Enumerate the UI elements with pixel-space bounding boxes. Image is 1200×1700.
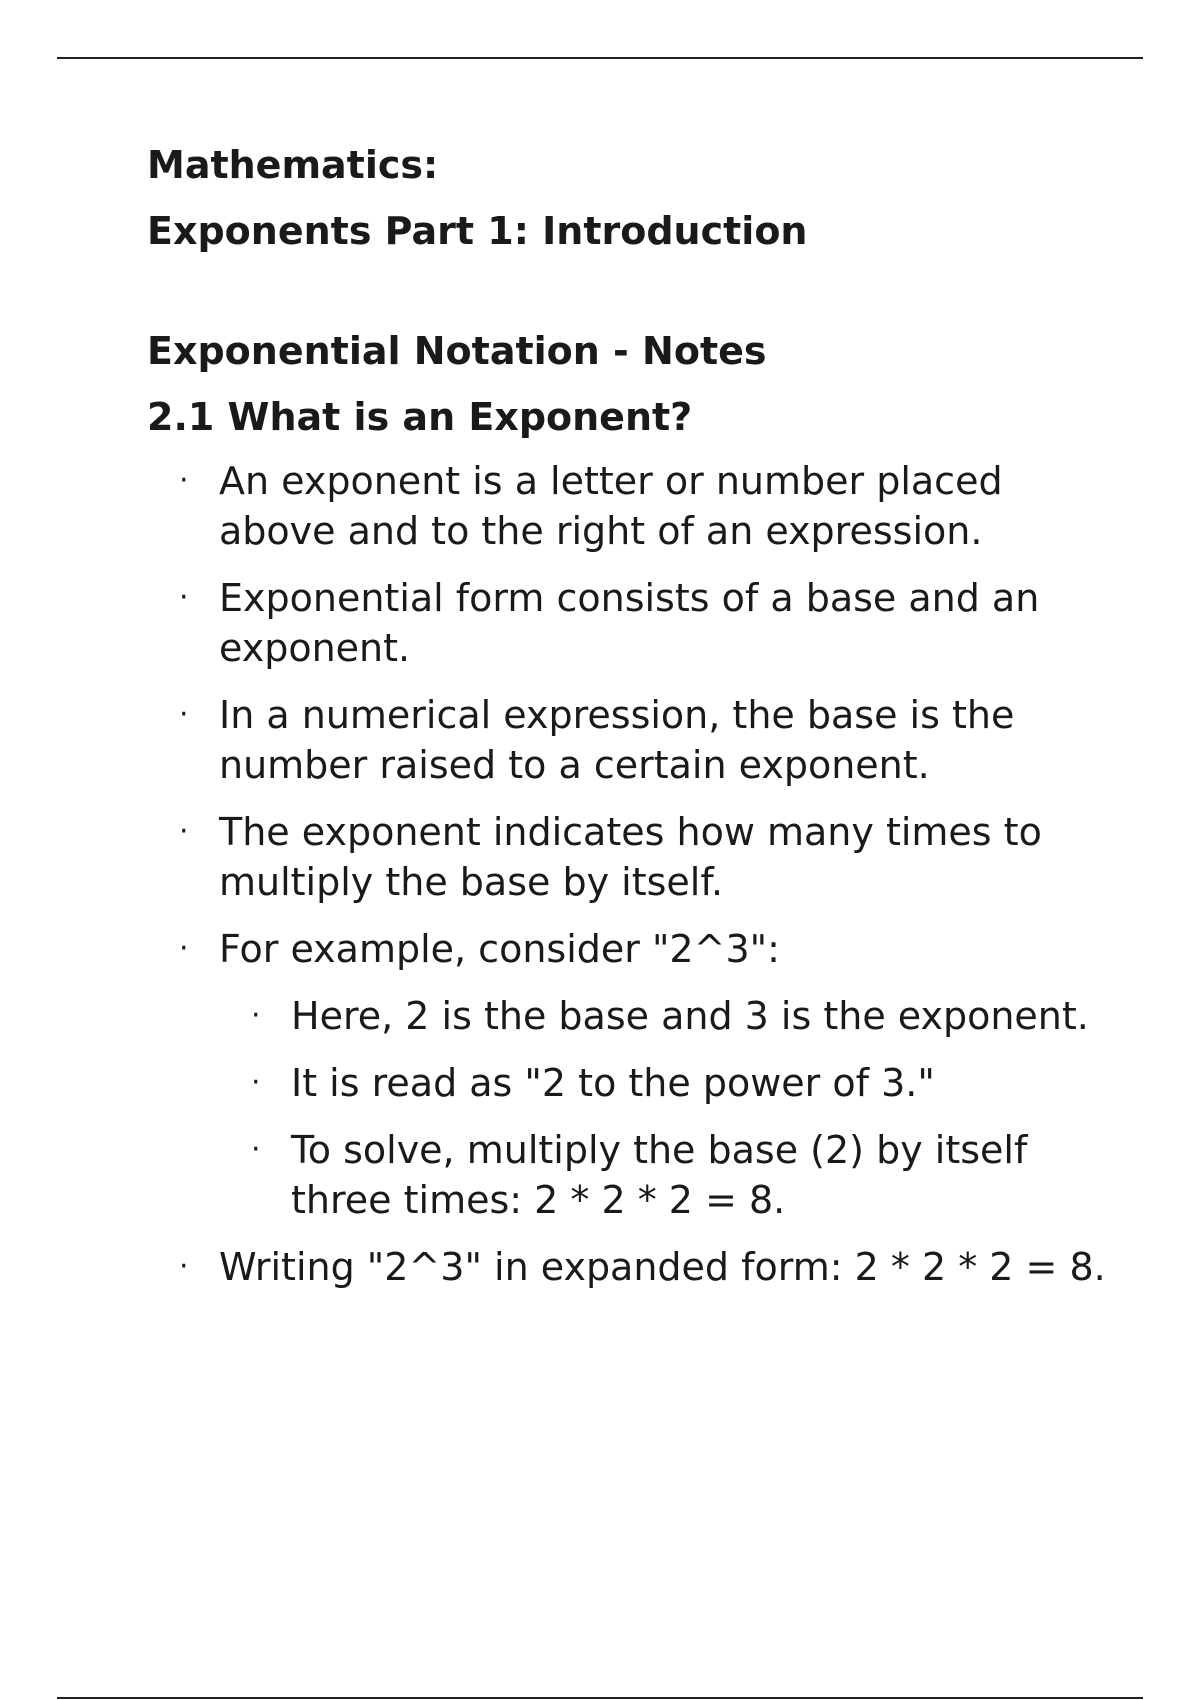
notes-heading: Exponential Notation - Notes xyxy=(147,329,767,373)
bullet-icon: · xyxy=(179,463,189,498)
sublist-item-text: Here, 2 is the base and 3 is the exponent. xyxy=(291,994,1089,1038)
list-item xyxy=(147,690,1107,790)
bottom-rule xyxy=(57,1697,1143,1699)
bullet-icon: · xyxy=(179,814,189,849)
bullet-list xyxy=(147,456,1107,1292)
document-body xyxy=(147,140,1107,1309)
bullet-icon: · xyxy=(251,998,261,1033)
section-heading: 2.1 What is an Exponent? xyxy=(147,395,693,439)
sublist-item-text: It is read as "2 to the power of 3." xyxy=(291,1061,935,1105)
bullet-icon: · xyxy=(179,1249,189,1284)
bullet-icon: · xyxy=(251,1132,261,1167)
example-sublist xyxy=(219,991,1107,1225)
list-item-text: In a numerical expression, the base is the number raised to a certain exponent. xyxy=(219,693,1015,787)
list-item-text: Exponential form consists of a base and an exponent. xyxy=(219,576,1040,670)
bullet-icon: · xyxy=(179,697,189,732)
bullet-icon: · xyxy=(251,1065,261,1100)
topic-heading: Exponents Part 1: Introduction xyxy=(147,209,808,253)
subject-heading: Mathematics: xyxy=(147,143,439,187)
sublist-item xyxy=(219,1058,1107,1108)
sublist-item xyxy=(219,991,1107,1041)
list-item-text: The exponent indicates how many times to multiply the base by itself. xyxy=(219,810,1042,904)
list-item xyxy=(147,807,1107,907)
top-rule xyxy=(57,57,1143,59)
sublist-item xyxy=(219,1125,1107,1225)
list-item-text: Writing "2^3" in expanded form: 2 * 2 * 2 = 8. xyxy=(219,1245,1106,1289)
list-item xyxy=(147,924,1107,1225)
sublist-item-text: To solve, multiply the base (2) by itself three times: 2 * 2 * 2 = 8. xyxy=(291,1128,1028,1222)
list-item xyxy=(147,1242,1107,1292)
bullet-icon: · xyxy=(179,931,189,966)
bullet-icon: · xyxy=(179,580,189,615)
list-item-text: An exponent is a letter or number placed above and to the right of an expression. xyxy=(219,459,1003,553)
list-item-text: For example, consider "2^3": xyxy=(219,927,780,971)
list-item xyxy=(147,456,1107,556)
list-item xyxy=(147,573,1107,673)
